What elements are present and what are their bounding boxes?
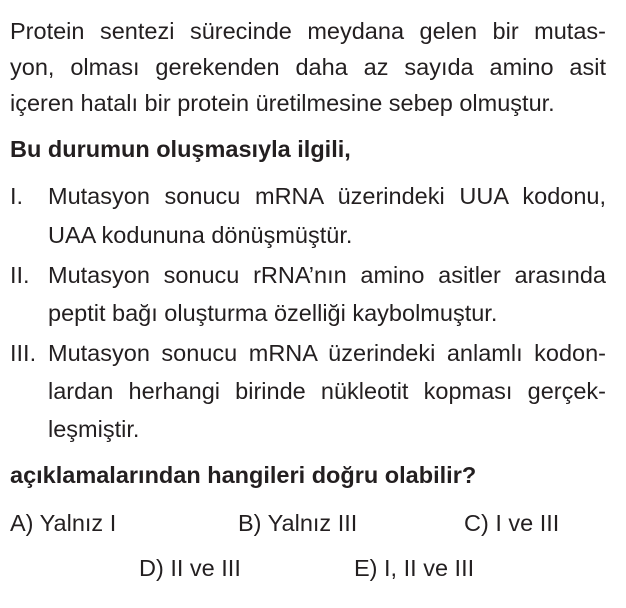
question-lead: Bu durumun oluşmasıyla ilgili, <box>10 136 351 162</box>
option-d[interactable]: D) II ve III <box>139 555 241 581</box>
statement-ii-line-2: peptit bağı oluşturma özelliği kaybolmuştur. <box>48 300 498 326</box>
statement-iii-line-1: Mutasyon sonucu mRNA üzerindeki anlamlı kodon- <box>48 340 606 366</box>
statement-numeral-iii: III. <box>10 340 37 366</box>
statement-ii-line-1: Mutasyon sonucu rRNA’nın amino asitler arasında <box>48 262 606 288</box>
option-e[interactable]: E) I, II ve III <box>354 555 475 581</box>
statement-iii-line-2: lardan herhangi birinde nükleotit kopması gerçek- <box>48 378 606 404</box>
statement-i-line-2: UAA kodununa dönüşmüştür. <box>48 222 353 248</box>
option-b[interactable]: B) Yalnız III <box>238 510 358 536</box>
statement-numeral-ii: II. <box>10 262 30 288</box>
statement-i-line-1: Mutasyon sonucu mRNA üzerindeki UUA kodonu, <box>48 183 606 209</box>
statement-numeral-i: I. <box>10 183 24 209</box>
option-a[interactable]: A) Yalnız I <box>10 510 117 536</box>
statement-iii-line-3: leşmiştir. <box>48 416 140 442</box>
stem-line-2: yon, olması gerekenden daha az sayıda amino asit <box>10 54 606 80</box>
option-c[interactable]: C) I ve III <box>464 510 560 536</box>
stem-line-1: Protein sentezi sürecinde meydana gelen bir mutas- <box>10 18 606 44</box>
stem-line-3: içeren hatalı bir protein üretilmesine sebep olmuştur. <box>10 90 555 116</box>
question-prompt: açıklamalarından hangileri doğru olabilir? <box>10 462 477 488</box>
